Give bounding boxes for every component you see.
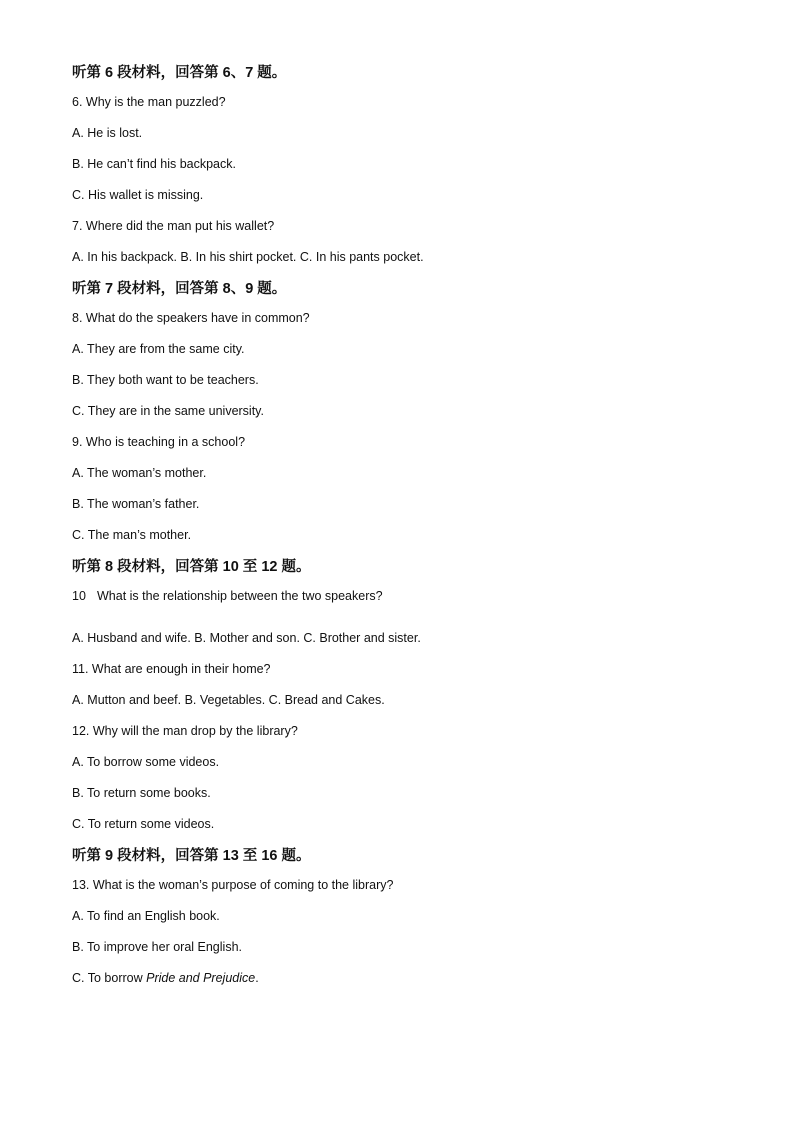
answer-option: A. To borrow some videos. bbox=[72, 755, 220, 769]
section-heading: 听第 8 段材料，回答第 10 至 12 题。 bbox=[72, 559, 311, 575]
answer-option: B. He can’t find his backpack. bbox=[72, 157, 236, 171]
answer-option: B. To return some books. bbox=[72, 786, 211, 800]
answer-option: A. To find an English book. bbox=[72, 909, 220, 923]
answer-option: B. The woman’s father. bbox=[72, 497, 200, 511]
answer-option: A. They are from the same city. bbox=[72, 342, 245, 356]
answer-option: A. Mutton and beef. B. Vegetables. C. Bread and Cakes. bbox=[72, 693, 385, 707]
answer-option: B. They both want to be teachers. bbox=[72, 373, 259, 387]
question-text: 6. Why is the man puzzled? bbox=[72, 95, 226, 109]
answer-option-prefix: C. To borrow bbox=[72, 971, 147, 985]
answer-option: C. To return some videos. bbox=[72, 817, 215, 831]
section-heading: 听第 9 段材料，回答第 13 至 16 题。 bbox=[72, 848, 311, 864]
answer-option: A. He is lost. bbox=[72, 126, 143, 140]
question-number: 10 bbox=[72, 589, 86, 603]
question-text: 11. What are enough in their home? bbox=[72, 662, 271, 676]
answer-option: C. His wallet is missing. bbox=[72, 188, 204, 202]
answer-option: A. Husband and wife. B. Mother and son. C. Brother and sister. bbox=[72, 631, 421, 645]
question-text: 8. What do the speakers have in common? bbox=[72, 311, 310, 325]
question-text: 13. What is the woman’s purpose of coming to the library? bbox=[72, 878, 394, 892]
section-heading: 听第 7 段材料，回答第 8、9 题。 bbox=[72, 281, 287, 297]
answer-option bbox=[72, 970, 732, 986]
question-body: What is the relationship between the two speakers? bbox=[97, 589, 383, 603]
section-heading: 听第 6 段材料，回答第 6、7 题。 bbox=[72, 65, 287, 81]
answer-option: C. They are in the same university. bbox=[72, 404, 264, 418]
answer-option: B. To improve her oral English. bbox=[72, 940, 242, 954]
question-text bbox=[72, 588, 732, 604]
answer-option-suffix: . bbox=[255, 971, 259, 985]
answer-option: A. The woman’s mother. bbox=[72, 466, 207, 480]
document-page bbox=[72, 64, 732, 1001]
question-text: 7. Where did the man put his wallet? bbox=[72, 219, 275, 233]
question-text: 9. Who is teaching in a school? bbox=[72, 435, 246, 449]
answer-option: A. In his backpack. B. In his shirt pocket. C. In his pants pocket. bbox=[72, 250, 424, 264]
book-title: Pride and Prejudice bbox=[146, 971, 256, 985]
question-text: 12. Why will the man drop by the library? bbox=[72, 724, 298, 738]
answer-option: C. The man’s mother. bbox=[72, 528, 192, 542]
